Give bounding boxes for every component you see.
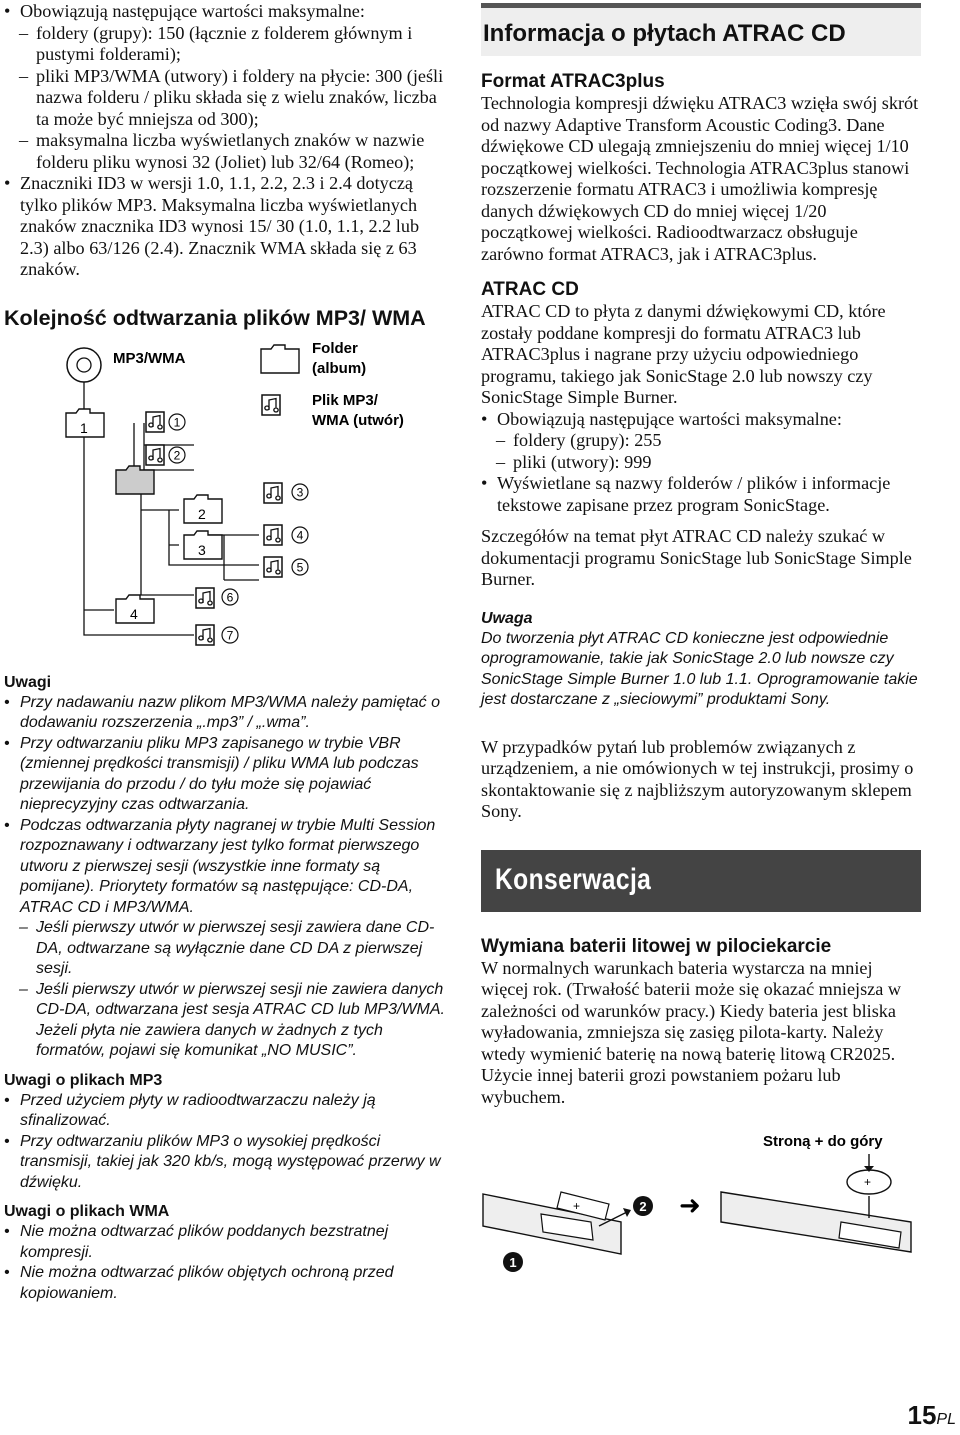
- music-file-icon: [264, 483, 282, 503]
- folder-1-label: 1: [80, 419, 88, 436]
- battery-heading: Wymiana baterii litowej w pilociekarcie: [481, 935, 832, 957]
- list-item: • Nie można odtwarzać plików objętych ochroną przed kopiowaniem.: [4, 1263, 452, 1304]
- music-file-icon: [196, 625, 214, 645]
- folder-legend-icon: [261, 345, 299, 373]
- track-number: 3: [296, 485, 304, 499]
- sub-list: [4, 23, 452, 174]
- legend-file-label: Plik MP3/: [312, 391, 378, 409]
- section-title: Informacja o płytach ATRAC CD: [483, 20, 846, 47]
- legend-file-label: WMA (utwór): [312, 411, 404, 429]
- list-item-text: Znaczniki ID3 w wersji 1.0, 1.1, 2.2, 2.3 i 2.4 dotyczą tylko plików MP3. Maksymalna liczba wyświetlanych znaków znacznika ID3 wynosi 15/ 30 (1.0, 1.1, 2.2 lub 2.3) albo 63/126 (2.4). Znacznik WMA składa się z 63 znaków.: [20, 173, 420, 279]
- list-item: – Jeśli pierwszy utwór w pierwszej sesji nie zawiera danych CD-DA, odtwarzana jest sesja ATRAC CD lub MP3/WMA. Jeżeli płyta nie zawiera danych w żadnych z tych formatów, pojawi się komunikat „NO MUSIC”.: [4, 980, 452, 1062]
- atraccd-more-text: Szczegółów na temat płyt ATRAC CD należy szukać w dokumentacji programu SonicStage lub SonicStage Simple Burner.: [481, 526, 912, 589]
- play-order-heading: Kolejność odtwarzania plików MP3/ WMA: [4, 305, 426, 330]
- folder-3-label: 3: [198, 541, 206, 558]
- list-item: – foldery (grupy): 150 (łącznie z folderem głównym i pustymi folderami);: [4, 23, 452, 66]
- track-number: 1: [173, 415, 181, 429]
- list-item: • Nie można odtwarzać plików poddanych bezstratnej kompresji.: [4, 1222, 452, 1263]
- music-file-icon: [196, 588, 214, 608]
- list-item-text: Podczas odtwarzania płyty nagranej w trybie Multi Session rozpoznawany i odtwarzany jest tylko format pierwszego utworu z pierwszej sesji (wszystkie inne formaty są pomijane). Priorytety formatów są następujące: CD-DA, ATRAC CD i MP3/WMA.: [20, 816, 436, 916]
- notes-heading: Uwagi: [4, 673, 52, 691]
- plus-sign: +: [864, 1175, 872, 1189]
- list-item: [4, 173, 452, 281]
- list-item: • Przy nadawaniu nazw plikom MP3/WMA należy pamiętać o dodawaniu rozszerzenia „.mp3” / „.wma”.: [4, 693, 452, 734]
- music-file-icon: [264, 525, 282, 545]
- list-item: – pliki MP3/WMA (utwory) i foldery na płycie: 300 (jeśli nazwa folderu / pliku składa się z wielu znaków, liczba ta może być mniejsza od 300);: [4, 66, 452, 131]
- diagram-mp3wma-label: MP3/WMA: [113, 349, 186, 367]
- step-2-marker: 2: [639, 1199, 647, 1214]
- mp3-notes-heading: Uwagi o plikach MP3: [4, 1071, 163, 1089]
- track-number: 7: [226, 628, 234, 642]
- music-file-icon: [146, 445, 164, 465]
- music-file-icon: [264, 557, 282, 577]
- page-number-value: 15: [907, 1400, 937, 1430]
- list-item: – maksymalna liczba wyświetlanych znaków w nazwie folderu pliku wynosi 32 (Joliet) lub 32/64 (Romeo);: [4, 130, 452, 173]
- list-item: – Jeśli pierwszy utwór w pierwszej sesji zawiera dane CD-DA, odtwarzane są wyłącznie dane CD DA z pierwszej sesji.: [4, 918, 452, 980]
- notes-list: [4, 693, 452, 1062]
- limits-list: [4, 1, 452, 281]
- music-file-legend-icon: [262, 395, 280, 415]
- list-item: • Przed użyciem płyty w radioodtwarzaczu należy ją sfinalizować.: [4, 1091, 452, 1132]
- sub-list: [481, 430, 921, 473]
- right-column: [481, 0, 921, 1282]
- atraccd-list: [481, 409, 921, 517]
- track-number: 2: [173, 448, 181, 462]
- atrac3plus-heading: Format ATRAC3plus: [481, 71, 665, 92]
- track-number: 6: [226, 590, 234, 604]
- note-text: Do tworzenia płyt ATRAC CD konieczne jest odpowiednie oprogramowanie, takie jak SonicStage 2.0 lub nowsze czy SonicStage Simple Burner 1.0 lub 1.1. Oprogramowanie takie jest dostarczane z „sieciowymi” produktami Sony.: [481, 629, 918, 708]
- folder-4-label: 4: [130, 605, 138, 622]
- atraccd-heading: ATRAC CD: [481, 279, 579, 300]
- battery-replacement-illustration: [481, 1122, 921, 1282]
- folder-2-label: 2: [198, 505, 206, 522]
- atrac3plus-text: Technologia kompresji dźwięku ATRAC3 wzięła swój skrót od nazwy Adaptive Transform Acoustic Coding3. Dane dźwiękowe CD ulegają zmniejszeniu do mniej więcej 1/10 początkowej wielkości. Technologia ATRAC3plus stanowi rozszerzenie formatu ATRAC3 i umożliwia kompresję danych dźwiękowych CD do mniej więcej 1/20 początkowej wielkości. Radioodtwarzacz obsługuje zarówno format ATRAC3, jak i ATRAC3plus.: [481, 93, 919, 264]
- list-item: [481, 409, 921, 474]
- list-item: • Przy odtwarzaniu plików MP3 o wysokiej prędkości transmisji, takiej jak 320 kb/s, mogą występować przerwy w dźwięku.: [4, 1132, 452, 1194]
- arrow-right-icon: ➜: [679, 1190, 701, 1220]
- maintenance-title: Konserwacja: [495, 862, 652, 896]
- list-item-text: Obowiązują następujące wartości maksymalne:: [20, 1, 365, 21]
- list-item: • Wyświetlane są nazwy folderów / plików i informacje tekstowe zapisane przez program SonicStage.: [481, 473, 921, 516]
- page-lang: PL: [936, 1411, 956, 1428]
- track-number: 4: [296, 528, 304, 542]
- step-1-marker: 1: [509, 1255, 517, 1270]
- contact-text: W przypadków pytań lub problemów związanych z urządzeniem, a nie omówionych w tej instrukcji, prosimy o skontaktowanie się z najbliższym autoryzowanym sklepem Sony.: [481, 736, 914, 821]
- battery-text: W normalnych warunkach bateria wystarcza na mniej więcej rok. (Trwałość baterii może się okazać mniejsza w zależności od warunków pracy.) Kiedy bateria jest bliska wyładowania, zmniejsza się zasięg pilota-karty. Należy wtedy wymienić baterię na nową baterię litową CR2025. Użycie innej baterii grozi powstaniem pożaru lub wybuchem.: [481, 957, 902, 1107]
- list-item: – foldery (grupy): 255: [481, 430, 921, 452]
- list-item: [4, 816, 452, 1062]
- list-item: • Przy odtwarzaniu pliku MP3 zapisanego w trybie VBR (zmiennej prędkości transmisji) / pliku WMA lub podczas przewijania do przodu / do tyłu może się pojawiać nieprecyzyjny czas odtwarzania.: [4, 734, 452, 816]
- wma-notes-heading: Uwagi o plikach WMA: [4, 1203, 170, 1220]
- folder-2-icon: [116, 466, 154, 494]
- track-number: 5: [296, 560, 304, 574]
- atraccd-text: ATRAC CD to płyta z danymi dźwiękowymi CD, które zostały poddane kompresji do formatu ATRAC3 lub ATRAC3plus i nagrane przy użyciu odpowiedniego programu, takiego jak SonicStage 2.0 lub nowszy czy SonicStage Simple Burner.: [481, 301, 886, 407]
- legend-folder-label: Folder: [312, 339, 358, 357]
- maintenance-banner: [481, 850, 921, 912]
- sub-list: [4, 918, 452, 1062]
- legend-folder-label: (album): [312, 359, 367, 377]
- left-column: [4, 0, 452, 1304]
- wma-notes-list: [4, 1222, 452, 1304]
- remote-card-icon: [483, 1192, 631, 1254]
- atrac-section-header: [481, 3, 921, 56]
- side-up-label: Stroną + do góry: [763, 1133, 883, 1150]
- plus-sign: +: [573, 1199, 581, 1213]
- disc-icon: [67, 348, 101, 382]
- page-number: [908, 1400, 957, 1431]
- list-item-text: Obowiązują następujące wartości maksymalne:: [497, 408, 842, 429]
- remote-card-battery-icon: [721, 1154, 911, 1252]
- note-heading: Uwaga: [481, 609, 533, 627]
- list-item: [4, 1, 452, 173]
- music-file-icon: [146, 412, 164, 432]
- mp3-notes-list: [4, 1091, 452, 1194]
- notes-block: [4, 673, 452, 1305]
- list-item: – pliki (utwory): 999: [481, 452, 921, 474]
- folder-tree-diagram: [4, 335, 452, 665]
